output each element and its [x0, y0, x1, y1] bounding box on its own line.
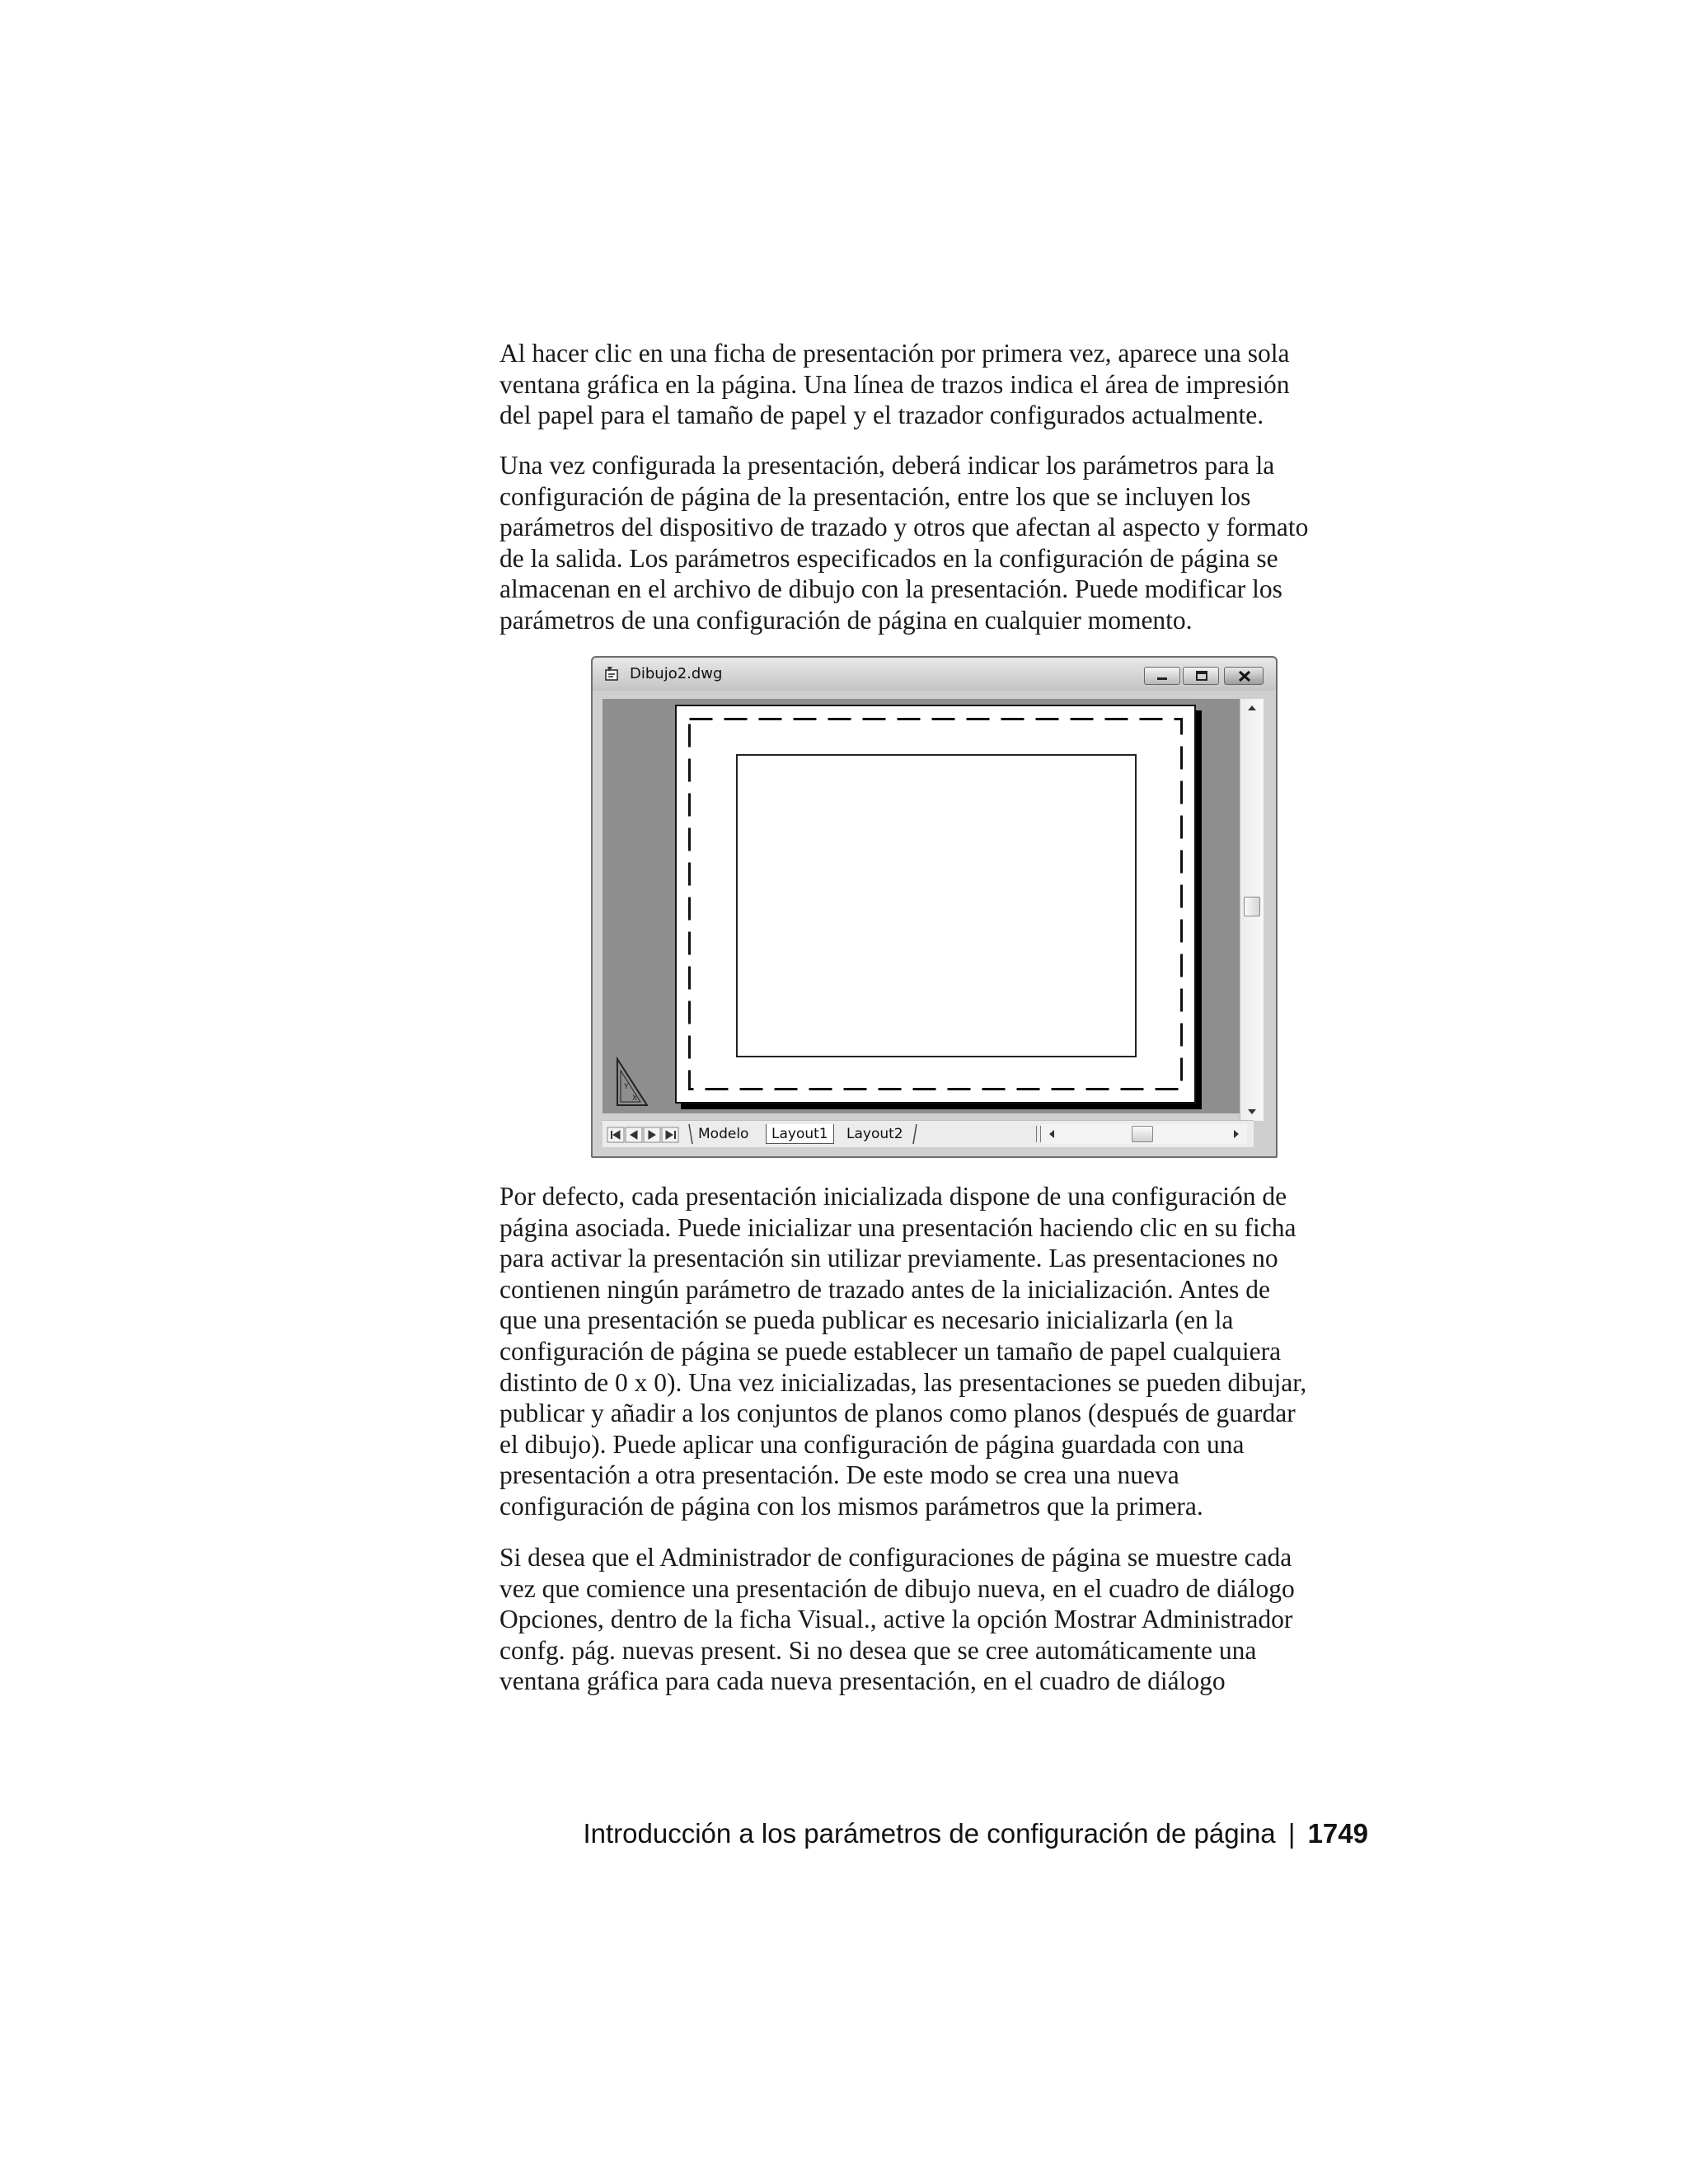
- tab-separator: [912, 1124, 914, 1144]
- svg-text:X: X: [632, 1094, 638, 1103]
- paragraph-3: [499, 1181, 1390, 1522]
- paragraph-line: ventana gráfica para cada nueva presentación, en el cuadro de diálogo: [499, 1666, 1226, 1696]
- paragraph-line: Por defecto, cada presentación inicializada dispone de una configuración de: [499, 1182, 1287, 1211]
- tab-layout2[interactable]: Layout2: [846, 1126, 903, 1142]
- paragraph-line: Al hacer clic en una ficha de presentación por primera vez, aparece una sola: [499, 339, 1290, 368]
- paragraph-line: presentación a otra presentación. De este modo se crea una nueva: [499, 1460, 1179, 1490]
- scroll-left-arrow-icon[interactable]: [1049, 1130, 1054, 1138]
- paragraph-2: [499, 450, 1390, 636]
- paragraph-4: [499, 1542, 1390, 1697]
- paragraph-line: publicar y añadir a los conjuntos de planos como planos (después de guardar: [499, 1399, 1296, 1428]
- paragraph-line: ventana gráfica en la página. Una línea de trazos indica el área de impresión: [499, 369, 1290, 399]
- layout-tab-bar: [603, 1120, 1254, 1147]
- page-footer: [495, 1817, 1368, 1850]
- tab-navigation-buttons[interactable]: [606, 1126, 688, 1144]
- layout-paper-sheet: [675, 705, 1196, 1104]
- ucs-paper-space-icon: [614, 1056, 650, 1108]
- close-icon[interactable]: [1224, 667, 1264, 685]
- paragraph-line: configuración de página de la presentación, entre los que se incluyen los: [499, 481, 1251, 511]
- footer-section-title: Introducción a los parámetros de configuración de página: [583, 1818, 1276, 1849]
- paragraph-line: parámetros de una configuración de página en cualquier momento.: [499, 605, 1193, 635]
- paragraph-line: parámetros del dispositivo de trazado y otros que afectan al aspecto y formato: [499, 513, 1309, 542]
- tab-separator: [688, 1124, 690, 1144]
- window-titlebar: [593, 658, 1276, 691]
- paragraph-line: Opciones, dentro de la ficha Visual., active la opción Mostrar Administrador: [499, 1605, 1293, 1634]
- paragraph-1: [499, 338, 1390, 431]
- paragraph-line: distinto de 0 x 0). Una vez inicializadas, las presentaciones se pueden dibujar,: [499, 1367, 1307, 1397]
- tab-modelo[interactable]: Modelo: [698, 1126, 749, 1142]
- scroll-right-arrow-icon[interactable]: [1234, 1130, 1239, 1138]
- scroll-up-arrow-icon[interactable]: [1248, 705, 1256, 710]
- footer-separator: |: [1287, 1818, 1296, 1849]
- scrollbar-split-grip[interactable]: [1036, 1126, 1041, 1142]
- page-number: 1749: [1307, 1818, 1368, 1849]
- autocad-drawing-icon: [604, 665, 621, 682]
- paragraph-line: página asociada. Puede inicializar una presentación haciendo clic en su ficha: [499, 1212, 1296, 1242]
- paragraph-line: el dibujo). Puede aplicar una configuración de página guardada con una: [499, 1429, 1245, 1459]
- vertical-scroll-thumb[interactable]: [1244, 897, 1260, 916]
- horizontal-scrollbar[interactable]: [1041, 1124, 1247, 1144]
- paragraph-line: Si desea que el Administrador de configuraciones de página se muestre cada: [499, 1543, 1292, 1572]
- window-title: Dibujo2.dwg: [630, 665, 723, 682]
- paragraph-line: almacenan en el archivo de dibujo con la presentación. Puede modificar los: [499, 574, 1282, 604]
- layout-viewport-frame[interactable]: [736, 754, 1137, 1057]
- paragraph-line: Una vez configurada la presentación, deberá indicar los parámetros para la: [499, 451, 1275, 480]
- tab-layout1[interactable]: Layout1: [766, 1124, 834, 1144]
- paragraph-line: que una presentación se pueda publicar es necesario inicializarla (en la: [499, 1305, 1234, 1335]
- minimize-icon[interactable]: [1144, 667, 1180, 685]
- paragraph-line: confg. pág. nuevas present. Si no desea que se cree automáticamente una: [499, 1635, 1257, 1665]
- maximize-icon[interactable]: [1183, 667, 1219, 685]
- paragraph-line: de la salida. Los parámetros especificados en la configuración de página se: [499, 543, 1278, 573]
- horizontal-scroll-thumb[interactable]: [1132, 1126, 1153, 1142]
- paragraph-line: configuración de página con los mismos parámetros que la primera.: [499, 1491, 1203, 1521]
- paragraph-line: del papel para el tamaño de papel y el trazador configurados actualmente.: [499, 401, 1264, 430]
- scroll-down-arrow-icon[interactable]: [1248, 1109, 1256, 1114]
- paragraph-line: para activar la presentación sin utilizar previamente. Las presentaciones no: [499, 1244, 1278, 1273]
- svg-text:Y: Y: [624, 1083, 629, 1091]
- vertical-scrollbar[interactable]: [1240, 699, 1264, 1121]
- paragraph-line: vez que comience una presentación de dibujo nueva, en el cuadro de diálogo: [499, 1573, 1295, 1603]
- layout-viewport-area[interactable]: [603, 699, 1256, 1113]
- paragraph-line: contienen ningún parámetro de trazado antes de la inicialización. Antes de: [499, 1274, 1271, 1304]
- drawing-window-screenshot: [591, 656, 1278, 1158]
- paragraph-line: configuración de página se puede establecer un tamaño de papel cualquiera: [499, 1336, 1282, 1366]
